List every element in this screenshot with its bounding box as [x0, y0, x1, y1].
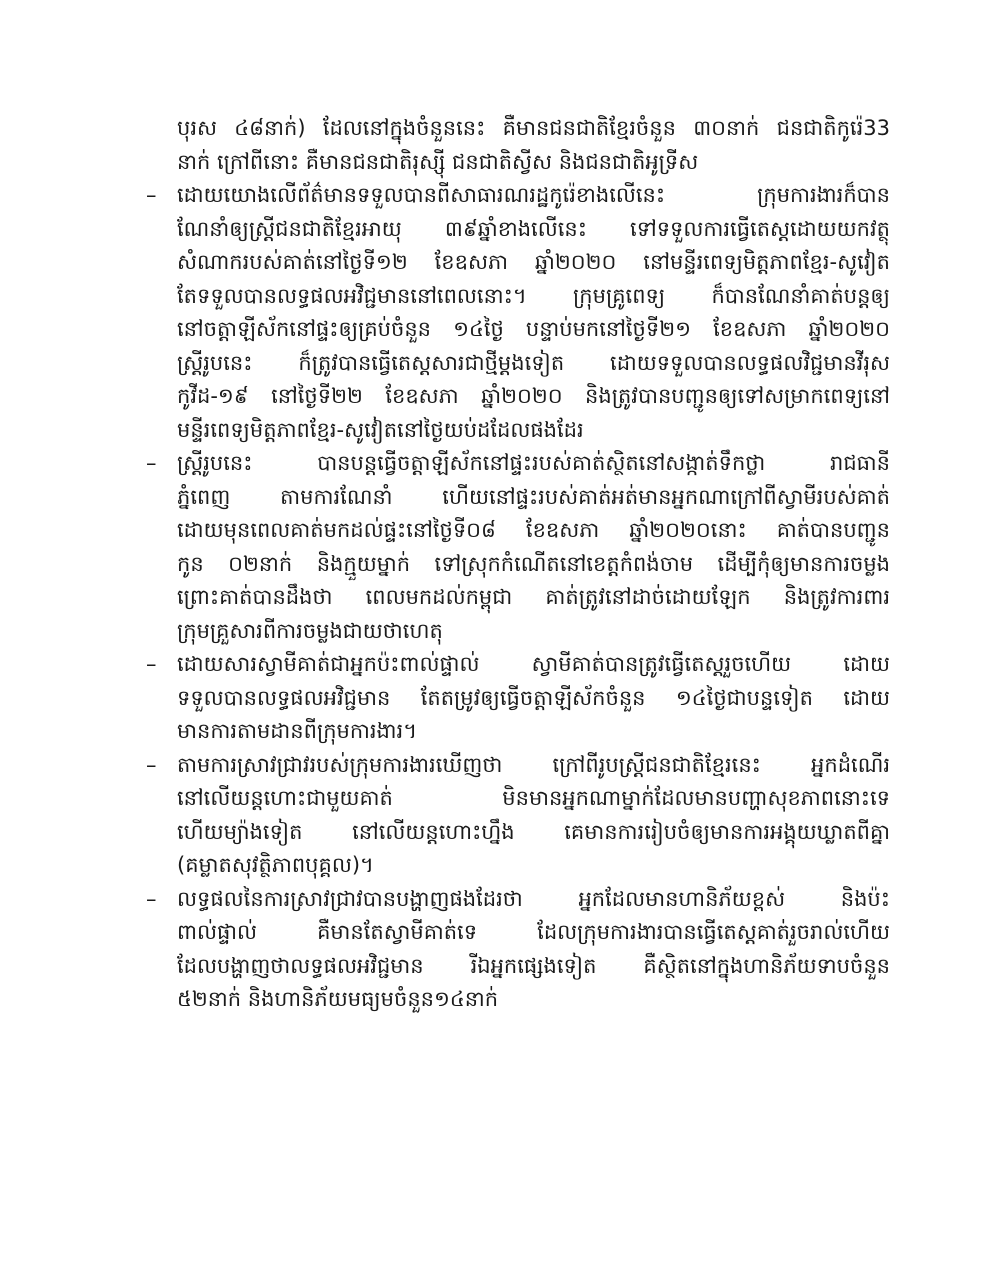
- bullet-paragraph-4: [140, 749, 890, 883]
- paragraph-line: នាក់ ក្រៅពីនោះ គឺមានជនជាតិរុស្ស៊ី ជនជាតិស្វីស និងជនជាតិអូទ្រីស: [177, 149, 699, 174]
- bullet-paragraph-1: [140, 179, 890, 447]
- bullet-dash: –: [146, 451, 157, 475]
- paragraph-line: ដោយមុនពេលគាត់មកដល់ផ្ទះនៅថ្ងៃទី០៨ ខែឧសភា ឆ្នាំ២០២០នោះ គាត់បានបញ្ជូន: [177, 518, 890, 542]
- bullet-dash: –: [146, 183, 157, 207]
- paragraph-line: សំណាករបស់គាត់នៅថ្ងៃទី១២ ខែឧសភា ឆ្នាំ២០២០ នៅមន្ទីរពេទ្យមិត្តភាពខ្មែរ-សូវៀត: [177, 250, 890, 274]
- paragraph-line: ដោយសារស្វាមីគាត់ជាអ្នកប៉ះពាល់ផ្ទាល់ ស្វាមីគាត់បានត្រូវធ្វើតេស្តរួចហើយ ដោយ: [177, 652, 890, 676]
- paragraph-line: កូវីដ-១៩ នៅថ្ងៃទី២២ ខែឧសភា ឆ្នាំ២០២០ និងត្រូវបានបញ្ជូនឲ្យទៅសម្រាកពេទ្យនៅ: [177, 384, 890, 408]
- paragraph-line: លទ្ធផលនៃការស្រាវជ្រាវបានបង្ហាញផងដែរថា អ្នកដែលមានហានិភ័យខ្ពស់ និងប៉ះ: [177, 886, 890, 911]
- paragraph-line: តែទទួលបានលទ្ធផលអវិជ្ជមាននៅពេលនោះ។ ក្រុមគ្រូពេទ្យ ក៏បានណែនាំគាត់បន្តឲ្យ: [177, 283, 890, 308]
- bullet-paragraph-2: [140, 447, 890, 648]
- paragraph-line: នៅចត្តាឡីស័កនៅផ្ទះឲ្យគ្រប់ចំនួន ១៤ថ្ងៃ បន្ទាប់មកនៅថ្ងៃទី២១ ខែឧសភា ឆ្នាំ២០២០: [177, 317, 890, 341]
- paragraph-line: ភ្នំពេញ តាមការណែនាំ ហើយនៅផ្ទះរបស់គាត់អត់មានអ្នកណាក្រៅពីស្វាមីរបស់គាត់: [177, 484, 890, 509]
- paragraph-line: ៥២នាក់ និងហានិភ័យមធ្យមចំនួន១៤នាក់: [177, 987, 499, 1011]
- paragraph-line: ព្រោះគាត់បានដឹងថា ពេលមកដល់កម្ពុជា គាត់ត្រូវនៅដាច់ដោយឡែក និងត្រូវការពារ: [177, 585, 890, 609]
- paragraph-line: ហើយម្យ៉ាងទៀត នៅលើយន្តហោះហ្នឹង គេមានការរៀបចំឲ្យមានការអង្គុយឃ្លាតពីគ្នា: [177, 819, 890, 844]
- paragraph-line: ពាល់ផ្ទាល់ គឺមានតែស្វាមីគាត់ទេ ដែលក្រុមការងារបានធ្វើតេស្តគាត់រួចរាល់ហើយ: [177, 920, 890, 944]
- paragraph-line: កូន ០២នាក់ និងក្មួយម្នាក់ ទៅស្រុកកំណើតនៅខេត្តកំពង់ចាម ដើម្បីកុំឲ្យមានការចម្លង: [177, 551, 890, 576]
- paragraph-line: ស្ត្រីរូបនេះ ក៏ត្រូវបានធ្វើតេស្តសារជាថ្មីម្តងទៀត ដោយទទួលបានលទ្ធផលវិជ្ជមានវីរុស: [177, 350, 890, 375]
- bullet-paragraph-5: [140, 883, 890, 1017]
- paragraph-line: មន្ទីរពេទ្យមិត្តភាពខ្មែរ-សូវៀតនៅថ្ងៃយប់ដដែលផងដែរ: [177, 417, 584, 442]
- paragraph-line: ដោយយោងលើព័ត៌មានទទួលបានពីសាធារណរដ្ឋកូរ៉េខាងលើនេះ ក្រុមការងារក៏បាន: [177, 183, 890, 207]
- paragraph-line: ណែនាំឲ្យស្ត្រីជនជាតិខ្មែរអាយុ ៣៩ឆ្នាំខាងលើនេះ ទៅទទួលការធ្វើតេស្តដោយយកវត្ថុ: [177, 216, 890, 241]
- paragraph-line: មានការតាមដានពីក្រុមការងារ។: [177, 719, 418, 743]
- bullet-dash: –: [146, 886, 157, 911]
- paragraph-line: នៅលើយន្តហោះជាមួយគាត់ មិនមានអ្នកណាម្នាក់ដែលមានបញ្ហាសុខភាពនោះទេ: [177, 786, 890, 810]
- paragraph-line: ទទួលបានលទ្ធផលអវិជ្ជមាន តែតម្រូវឲ្យធ្វើចត្តាឡីស័កចំនួន ១៤ថ្ងៃជាបន្ទទៀត ដោយ: [177, 685, 890, 710]
- intro-paragraph: [140, 112, 890, 179]
- document-body: [140, 112, 890, 1017]
- paragraph-line: ក្រុមគ្រួសារពីការចម្លងជាយថាហេតុ: [177, 618, 443, 643]
- paragraph-line: ដែលបង្ហាញថាលទ្ធផលអវិជ្ជមាន រីឯអ្នកផ្សេងទៀត គឺស្ថិតនៅក្នុងហានិភ័យទាបចំនួន: [177, 953, 890, 978]
- paragraph-line: បុរស ៤៨នាក់) ដែលនៅក្នុងចំនួននេះ គឺមានជនជាតិខ្មែរចំនួន ៣០នាក់ ជនជាតិកូរ៉េ33: [177, 116, 890, 140]
- paragraph-line: តាមការស្រាវជ្រាវរបស់ក្រុមការងារឃើញថា ក្រៅពីរូបស្ត្រីជនជាតិខ្មែរនេះ អ្នកដំណើរ: [177, 752, 890, 777]
- bullet-paragraph-3: [140, 648, 890, 749]
- bullet-dash: –: [146, 652, 157, 676]
- paragraph-line: (គម្លាតសុវត្ថិភាពបុគ្គល)។: [177, 853, 374, 877]
- bullet-dash: –: [146, 752, 157, 777]
- paragraph-line: ស្ត្រីរូបនេះ បានបន្តធ្វើចត្តាឡីស័កនៅផ្ទះរបស់គាត់ស្ថិតនៅសង្កាត់ទឹកថ្លា រាជធានី: [177, 451, 890, 475]
